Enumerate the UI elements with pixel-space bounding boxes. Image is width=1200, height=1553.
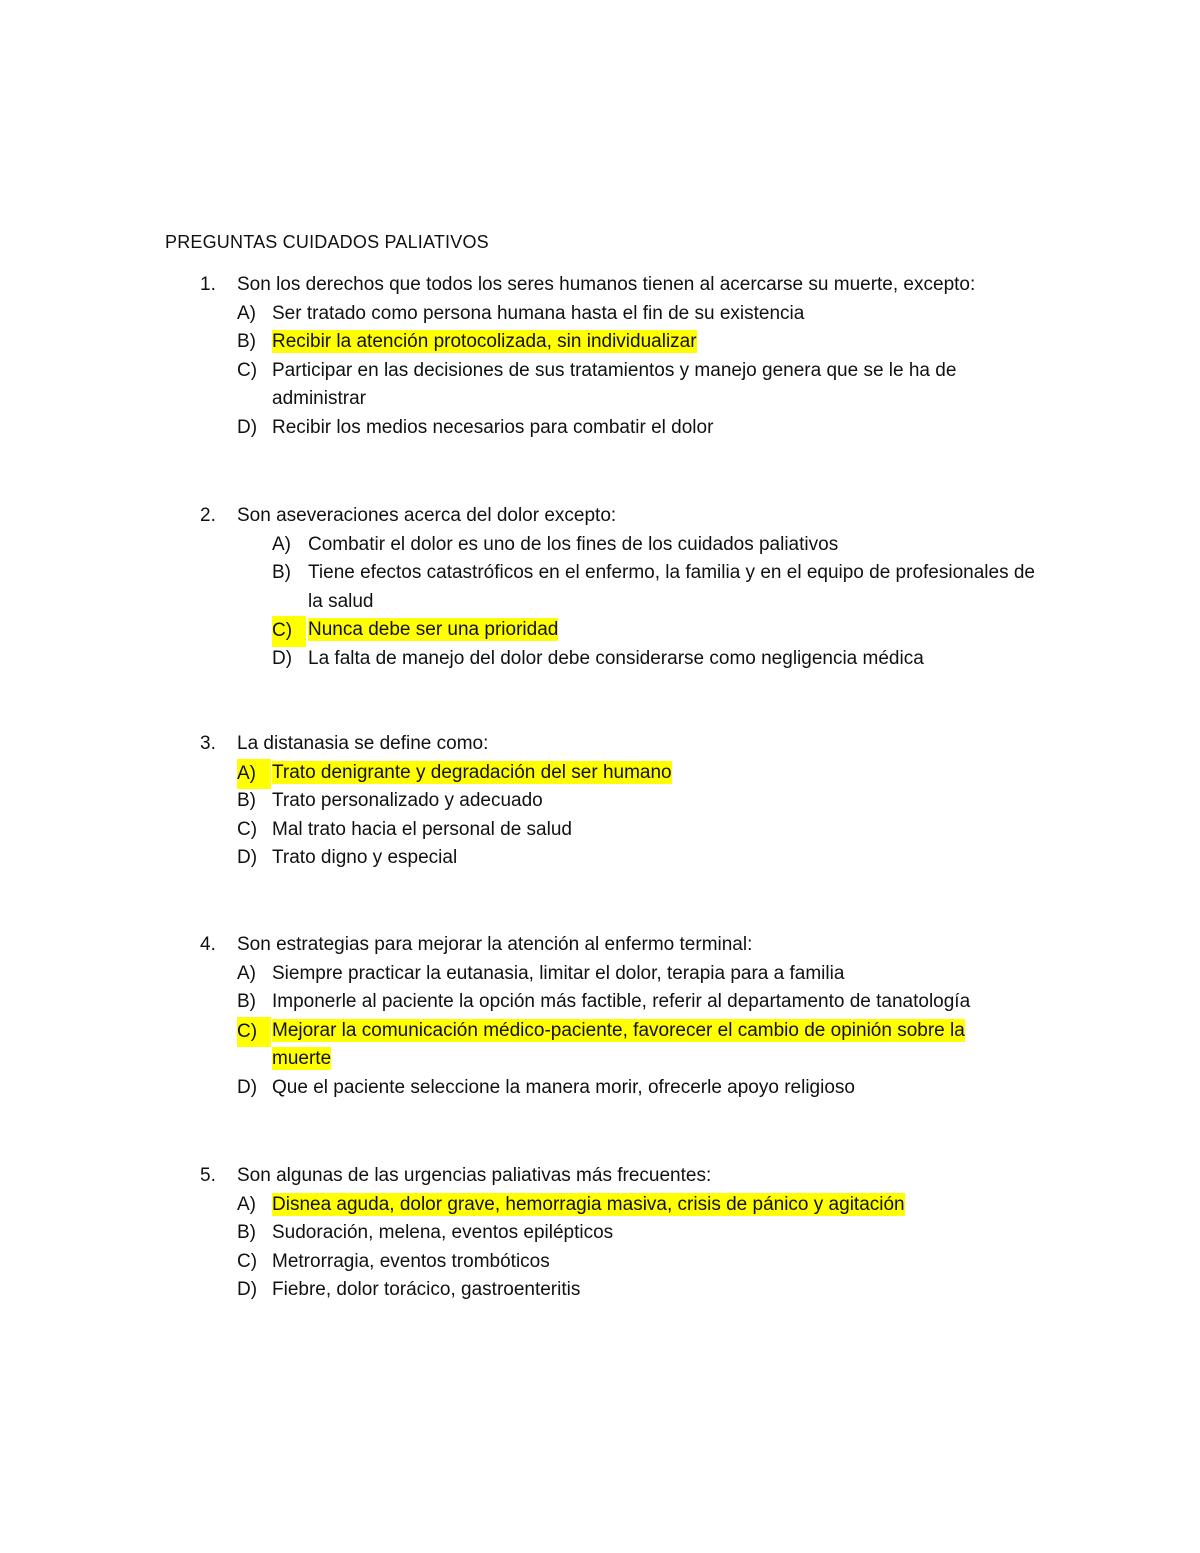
question-text: Son aseveraciones acerca del dolor excepto: — [237, 505, 617, 526]
option-text: Que el paciente seleccione la manera morir, ofrecerle apoyo religioso — [272, 1076, 855, 1098]
question-stem — [0, 502, 1200, 531]
answer-option-highlighted — [0, 1191, 1200, 1220]
question-3 — [0, 730, 1200, 873]
option-text: Combatir el dolor es uno de los fines de los cuidados paliativos — [308, 533, 839, 555]
option-letter: B) — [237, 991, 256, 1013]
option-letter: A) — [237, 1193, 256, 1215]
option-text: Trato personalizado y adecuado — [272, 790, 543, 812]
option-text: Nunca debe ser una prioridad — [308, 619, 559, 641]
option-text: Participar en las decisiones de sus tratamientos y manejo genera que se le ha de administrar — [272, 359, 957, 410]
question-text: Son los derechos que todos los seres humanos tienen al acercarse su muerte, excepto: — [237, 274, 976, 295]
answer-option — [0, 1074, 1200, 1103]
option-text: Mejorar la comunicación médico-paciente, favorecer el cambio de opinión sobre la muerte — [272, 1019, 965, 1070]
option-letter: A) — [237, 962, 256, 984]
option-text: Imponerle al paciente la opción más factible, referir al departamento de tanatología — [272, 991, 971, 1013]
option-letter: C) — [237, 359, 258, 381]
answer-option — [0, 787, 1200, 816]
answer-option-highlighted — [0, 759, 1200, 788]
option-letter: B) — [272, 562, 291, 584]
answer-option-highlighted — [0, 616, 1200, 645]
answer-option-highlighted — [0, 1017, 1200, 1074]
option-text: Sudoración, melena, eventos epilépticos — [272, 1222, 614, 1244]
question-5 — [0, 1162, 1200, 1305]
answer-option — [0, 988, 1200, 1017]
question-text: Son estrategias para mejorar la atención al enfermo terminal: — [237, 934, 753, 955]
question-number: 1. — [200, 274, 216, 295]
question-stem — [0, 931, 1200, 960]
question-4 — [0, 931, 1200, 1103]
option-text: Ser tratado como persona humana hasta el fin de su existencia — [272, 302, 805, 324]
answer-option — [0, 559, 1200, 616]
answer-option — [0, 645, 1200, 674]
question-text: La distanasia se define como: — [237, 733, 489, 754]
question-stem — [0, 271, 1200, 300]
option-text: Tiene efectos catastróficos en el enfermo, la familia y en el equipo de profesionales de la salud — [308, 562, 1035, 612]
option-letter: A) — [237, 759, 271, 790]
option-text: Siempre practicar la eutanasia, limitar el dolor, terapia para a familia — [272, 962, 845, 984]
answer-option — [0, 844, 1200, 873]
option-letter: D) — [237, 416, 258, 438]
option-text: Recibir la atención protocolizada, sin individualizar — [272, 331, 697, 353]
question-number: 4. — [200, 934, 216, 955]
option-letter: A) — [237, 302, 256, 324]
question-text: Son algunas de las urgencias paliativas más frecuentes: — [237, 1165, 712, 1186]
question-1 — [0, 271, 1200, 443]
option-letter: D) — [272, 647, 293, 669]
option-text: Metrorragia, eventos trombóticos — [272, 1250, 550, 1272]
option-letter: C) — [237, 818, 258, 840]
option-letter: D) — [237, 1279, 258, 1301]
answer-option — [0, 1248, 1200, 1277]
option-letter: D) — [237, 847, 258, 869]
question-stem — [0, 1162, 1200, 1191]
answer-option — [0, 960, 1200, 989]
document-title: PREGUNTAS CUIDADOS PALIATIVOS — [165, 232, 489, 252]
question-stem — [0, 730, 1200, 759]
answer-option — [0, 1276, 1200, 1305]
option-text: Fiebre, dolor torácico, gastroenteritis — [272, 1279, 581, 1301]
question-number: 2. — [200, 505, 216, 526]
option-text: Disnea aguda, dolor grave, hemorragia masiva, crisis de pánico y agitación — [272, 1193, 905, 1215]
option-letter: B) — [237, 1222, 256, 1244]
option-letter: B) — [237, 331, 256, 353]
option-letter: C) — [237, 1250, 258, 1272]
option-letter: B) — [237, 790, 256, 812]
option-text: Recibir los medios necesarios para combatir el dolor — [272, 416, 714, 438]
option-text: Trato digno y especial — [272, 847, 458, 869]
question-number: 3. — [200, 733, 216, 754]
option-letter: D) — [237, 1076, 258, 1098]
option-letter: C) — [237, 1017, 271, 1048]
answer-option — [0, 357, 1200, 414]
question-2 — [0, 502, 1200, 674]
answer-option-highlighted — [0, 328, 1200, 357]
answer-option — [0, 300, 1200, 329]
question-number: 5. — [200, 1165, 216, 1186]
option-text: Trato denigrante y degradación del ser humano — [272, 761, 672, 783]
answer-option — [0, 1219, 1200, 1248]
option-text: Mal trato hacia el personal de salud — [272, 818, 572, 840]
option-letter: A) — [272, 533, 291, 555]
option-letter: C) — [272, 616, 306, 647]
answer-option — [0, 816, 1200, 845]
option-text: La falta de manejo del dolor debe considerarse como negligencia médica — [308, 647, 924, 669]
answer-option — [0, 414, 1200, 443]
answer-option — [0, 531, 1200, 560]
